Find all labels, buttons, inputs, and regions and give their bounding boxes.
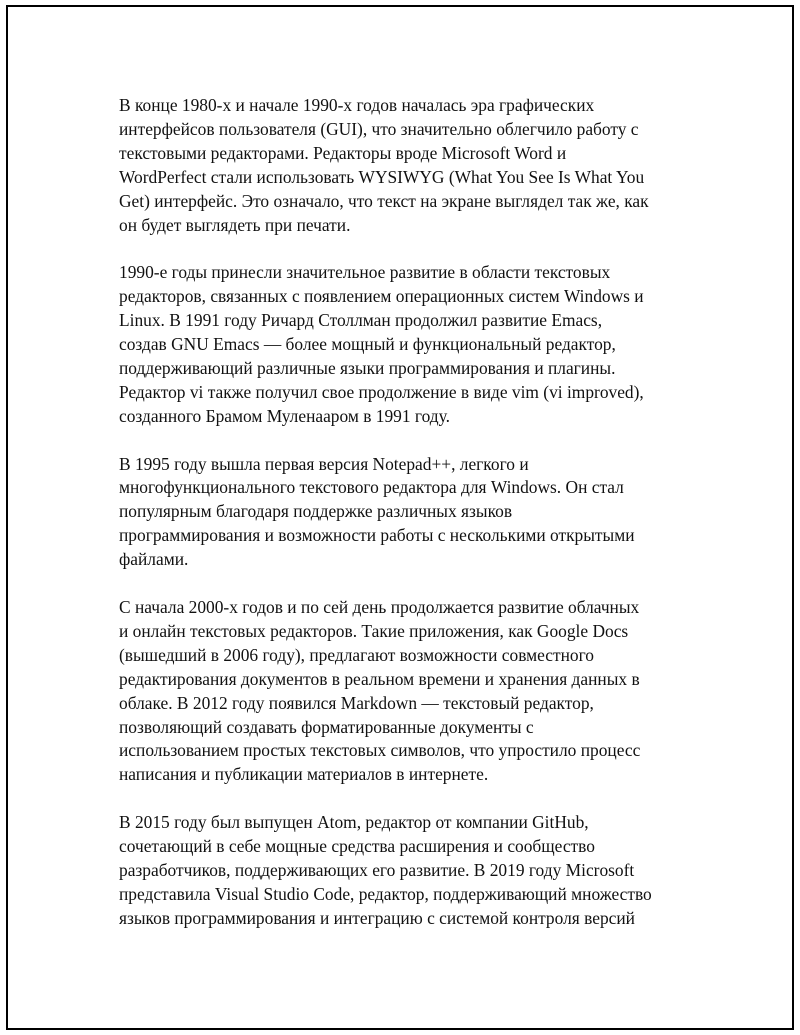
paragraph-cloud-editors: С начала 2000-х годов и по сей день продолжается развитие облачных и онлайн текстовых редакторов. Такие приложения, как Google Docs (вышедший в 2006 году), предлагают возможности совместного редактирования документов в реальном времени и хранения данных в облаке. В 2012 году появился Markdown — текстовый редактор, позволяющий создавать форматированные документы с использованием простых текстовых символов, что упростило процесс написания и публикации материалов в интернете. [119, 596, 641, 785]
document-body [119, 94, 691, 955]
paragraph-notepad-plus-plus: В 1995 году вышла первая версия Notepad++, легкого и многофункционального текстового редактора для Windows. Он стал популярным благодаря поддержке различных языков программирования и возможности работы с несколькими открытыми файлами. [119, 453, 635, 570]
page-frame [6, 5, 794, 1030]
paragraph-atom-vscode: В 2015 году был выпущен Atom, редактор от компании GitHub, сочетающий в себе мощные средства расширения и сообщество разработчиков, поддерживающих его развитие. В 2019 году Microsoft представила Visual Studio Code, редактор, поддерживающий множество языков программирования и интеграцию с системой контроля версий [119, 812, 652, 928]
paragraph-1990s-editors: 1990-е годы принесли значительное развитие в области текстовых редакторов, связанных с появлением операционных систем Windows и Linux. В 1991 году Ричард Столлман продолжил развитие Emacs, создав GNU Emacs — более мощный и функциональный редактор, поддерживающий различные языки программирования и плагины. Редактор vi также получил свое продолжение в виде vim (vi improved), созданного Брамом Муленааром в 1991 году. [119, 262, 644, 426]
paragraph-gui-era: В конце 1980-х и начале 1990-х годов началась эра графических интерфейсов пользователя (GUI), что значительно облегчило работу с текстовыми редакторами. Редакторы вроде Microsoft Word и WordPerfect стали использовать WYSIWYG (What You See Is What You Get) интерфейс. Это означало, что текст на экране выглядел так же, как он будет выглядеть при печати. [119, 95, 649, 235]
